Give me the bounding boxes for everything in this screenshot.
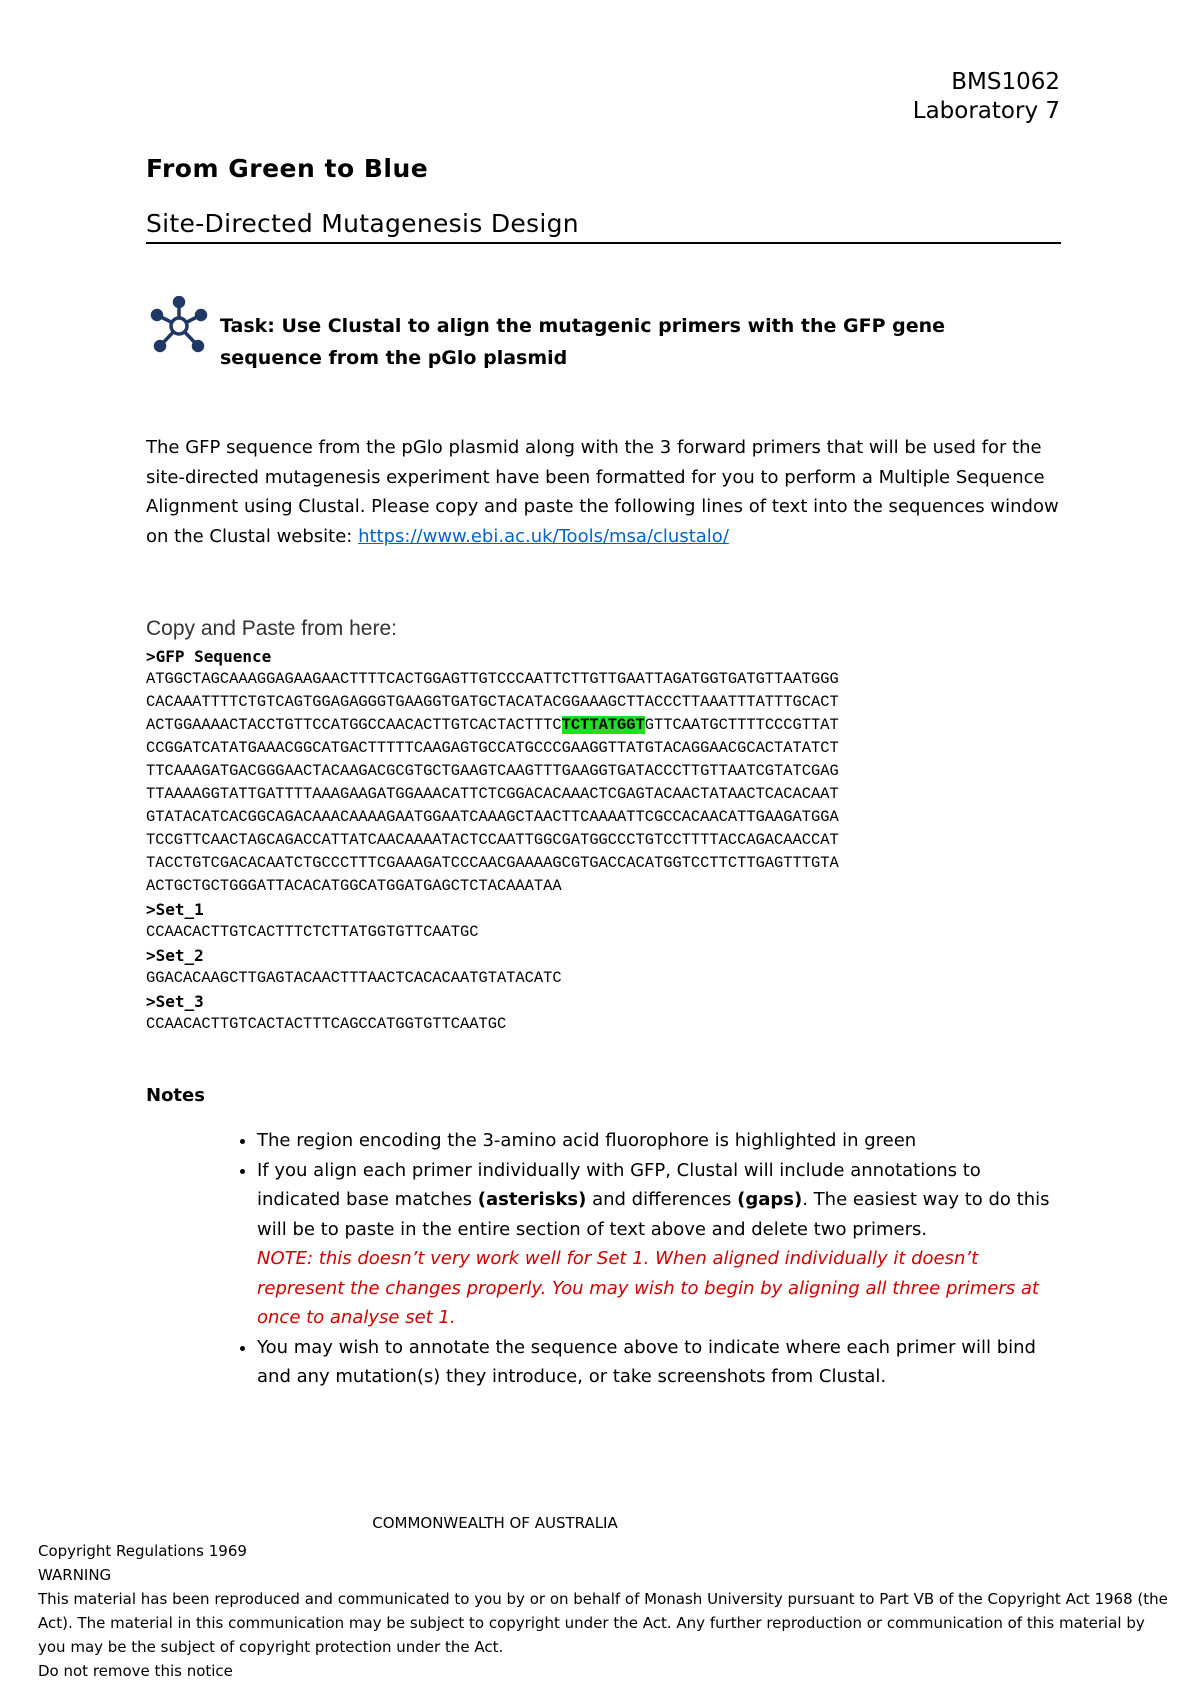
fluorophore-highlight: TCTTATGGT [561, 716, 645, 734]
note-text: You may wish to annotate the sequence above to indicate where each primer will bind and any mutation(s) they introduce, or take screenshots from Clustal. [257, 1336, 1036, 1387]
note-item [257, 1333, 1060, 1392]
note-text: . The easiest way to do this will be to paste in the entire section of text above and delete two primers. [257, 1189, 1050, 1240]
gfp-header: >GFP Sequence [146, 647, 272, 666]
task-text: : Use Clustal to align the mutagenic primers with the GFP gene sequence from the pGlo plasmid [220, 315, 946, 369]
molecule-icon [150, 296, 208, 354]
task-label: Task [220, 315, 268, 337]
copy-heading: Copy and Paste from here: [146, 617, 397, 640]
sequence-line: TCCGTTCAACTAGCAGACCATTATCAACAAAATACTCCAATTGGCGATGGCCCTGTCCTTTTACCAGACAACCAT [146, 831, 839, 849]
notes-heading: Notes [146, 1085, 205, 1106]
notes-list [230, 1126, 1060, 1392]
set3-header: >Set_3 [146, 992, 204, 1011]
set1-sequence: CCAACACTTGTCACTTTCTCTTATGGTGTTCAATGC [146, 923, 479, 941]
note-text: The region encoding the 3-amino acid fluorophore is highlighted in green [257, 1130, 917, 1151]
intro-text: The GFP sequence from the pGlo plasmid along with the 3 forward primers that will be used for the site-directed mutagenesis experiment have been formatted for you to perform a Multiple Sequence Alignment using Clustal. Please copy and paste the following lines of text into the sequences window on the Clustal website: [146, 437, 1059, 547]
footer-line: Do not remove this notice [38, 1662, 233, 1680]
sequence-line-highlighted [146, 714, 839, 737]
set2-sequence: GGACACAAGCTTGAGTACAACTTTAACTCACACAATGTATACATC [146, 969, 562, 987]
sequence-line: TTAAAAGGTATTGATTTTAAAGAAGATGGAAACATTCTCGGACACAAACTCGAGTACAACTATAACTCACACAAT [146, 785, 839, 803]
page-subtitle: Site-Directed Mutagenesis Design [146, 209, 579, 238]
set3-sequence: CCAACACTTGTCACTACTTTCAGCCATGGTGTTCAATGC [146, 1015, 507, 1033]
clustal-link[interactable]: https://www.ebi.ac.uk/Tools/msa/clustalo/ [358, 525, 729, 547]
sequence-line: TTCAAAGATGACGGGAACTACAAGACGCGTGCTGAAGTCAAGTTTGAAGGTGATACCCTTGTTAATCGTATCGAG [146, 762, 839, 780]
copyright-footer [38, 1539, 1168, 1683]
note-emphasis: (gaps) [737, 1189, 803, 1210]
sequence-line: CACAAATTTTCTGTCAGTGGAGAGGGTGAAGGTGATGCTACATACGGAAAGCTTACCCTTAAATTTATTTGCACT [146, 693, 839, 711]
note-text: and differences [586, 1189, 738, 1210]
footer-line: This material has been reproduced and communicated to you by or on behalf of Monash University pursuant to Part VB of the Copyright Act 1968 (the Act). The material in this communication may be subject to copyright under the Act. Any further reproduction or communication of this material by you may be the subject of copyright protection under the Act. [38, 1590, 1168, 1656]
note-warning: NOTE: this doesn’t very work well for Set 1. When aligned individually it doesn’t represent the changes properly. You may wish to begin by aligning all three primers at once to analyse set 1. [257, 1248, 1039, 1328]
sequence-line: TACCTGTCGACACAATCTGCCCTTTCGAAAGATCCCAACGAAAAGCGTGACCACATGGTCCTTCTTGAGTTTGTA [146, 854, 839, 872]
note-item [257, 1126, 1060, 1156]
sequence-block [146, 645, 839, 1036]
title-divider [146, 242, 1061, 244]
lab-number: Laboratory 7 [912, 98, 1060, 124]
course-code: BMS1062 [951, 69, 1060, 95]
set1-header: >Set_1 [146, 900, 204, 919]
sequence-segment: ACTGGAAAACTACCTGTTCCATGGCCAACACTTGTCACTACTTTC [146, 716, 562, 734]
note-text: If you align each primer individually with GFP, Clustal will include annotations to indicated base matches [257, 1159, 981, 1210]
set2-header: >Set_2 [146, 946, 204, 965]
footer-line: WARNING [38, 1566, 112, 1584]
sequence-line: ACTGCTGCTGGGATTACACATGGCATGGATGAGCTCTACAAATAA [146, 877, 562, 895]
task-instruction [220, 310, 1050, 374]
sequence-line: CCGGATCATATGAAACGGCATGACTTTTTCAAGAGTGCCATGCCCGAAGGTTATGTACAGGAACGCACTATATCT [146, 739, 839, 757]
sequence-line: GTATACATCACGGCAGACAAACAAAAGAATGGAATCAAAGCTAACTTCAAAATTCGCCACAACATTGAAGATGGA [146, 808, 839, 826]
sequence-line: ATGGCTAGCAAAGGAGAAGAACTTTTCACTGGAGTTGTCCCAATTCTTGTTGAATTAGATGGTGATGTTAATGGG [146, 670, 839, 688]
note-item [257, 1156, 1060, 1333]
note-emphasis: (asterisks) [477, 1189, 587, 1210]
sequence-segment: GTTCAATGCTTTTCCCGTTAT [644, 716, 839, 734]
footer-line: Copyright Regulations 1969 [38, 1542, 247, 1560]
footer-commonwealth: COMMONWEALTH OF AUSTRALIA [372, 1514, 618, 1532]
intro-paragraph [146, 433, 1066, 551]
page-title: From Green to Blue [146, 154, 429, 183]
